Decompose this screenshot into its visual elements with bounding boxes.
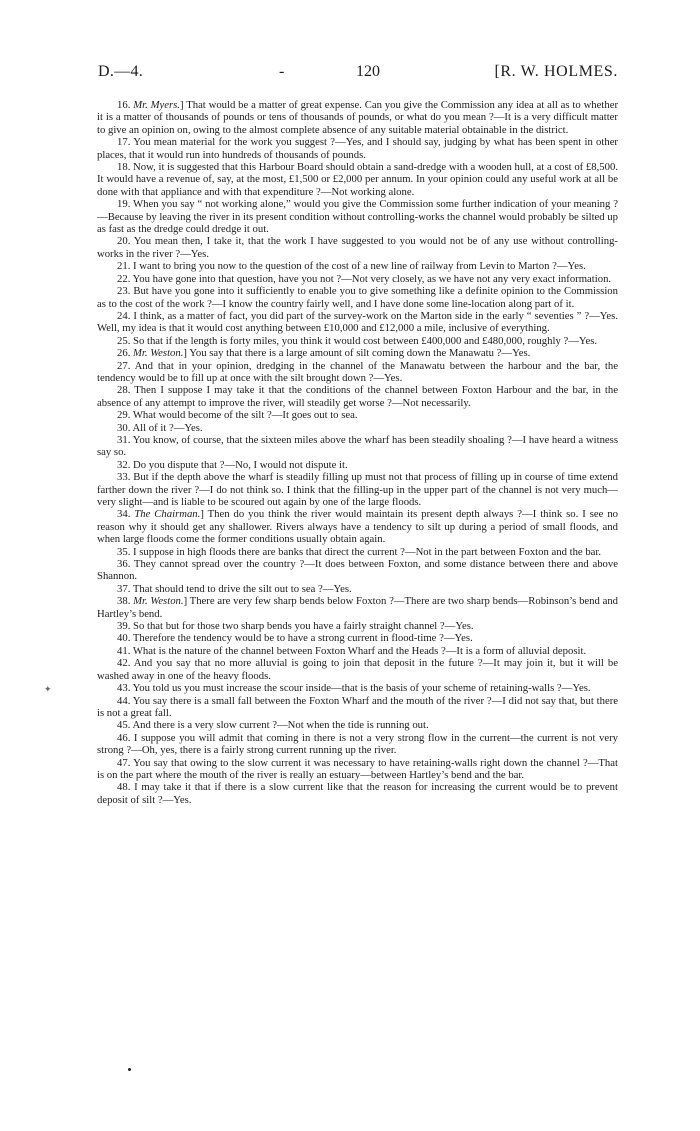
margin-mark: ✦ bbox=[44, 684, 52, 694]
paragraph-text: 17. You mean material for the work you suggest ?—Yes, and I should say, judging by what has been spent in other places, that it would run into hundreds of thousands of pounds. bbox=[97, 136, 618, 161]
testimony-paragraph bbox=[97, 546, 618, 558]
testimony-paragraph bbox=[97, 757, 618, 782]
paragraph-text: 18. Now, it is suggested that this Harbour Board should obtain a sand-dredge with a wooden hull, at a cost of £8,500. It would have a revenue of, say, at the most, £1,500 or £2,000 per annum. In your opinion could any useful work at all be done with that appliance and with that expenditure ?—Not working alone. bbox=[97, 161, 618, 198]
testimony-paragraph bbox=[97, 459, 618, 471]
paragraph-text: 41. What is the nature of the channel between Foxton Wharf and the Heads ?—It is a form of alluvial deposit. bbox=[117, 644, 587, 657]
paragraph-text: 30. All of it ?—Yes. bbox=[117, 421, 203, 434]
testimony-paragraph bbox=[97, 471, 618, 508]
testimony-paragraph bbox=[97, 310, 618, 335]
paragraph-text: 39. So that but for those two sharp bends you have a fairly straight channel ?—Yes. bbox=[117, 620, 474, 633]
paragraph-text: Then do you think the river would maintain its present depth always ?—I think so. I see no reason why it should get any shallower. Rivers always have a tendency to silt up during a period of small floods, and when large floods come the former conditions usually obtain again. bbox=[97, 508, 619, 546]
testimony-paragraph bbox=[97, 632, 618, 644]
paragraph-text: 35. I suppose in high floods there are banks that direct the current ?—Not in the part between Foxton and the bar. bbox=[117, 545, 602, 558]
testimony-paragraph bbox=[97, 285, 618, 310]
document-reference: D.—4. bbox=[98, 63, 144, 80]
paragraph-text: 32. Do you dispute that ?—No, I would not dispute it. bbox=[117, 458, 348, 471]
testimony-paragraph bbox=[97, 719, 618, 731]
testimony-paragraph bbox=[97, 347, 618, 359]
testimony-paragraph bbox=[97, 682, 618, 694]
testimony-paragraph bbox=[97, 136, 618, 161]
testimony-paragraph bbox=[97, 508, 618, 545]
testimony-paragraph bbox=[97, 732, 618, 757]
testimony-paragraph bbox=[97, 99, 618, 136]
paragraph-text: 25. So that if the length is forty miles, you think it would cost between £400,000 and £480,000, roughly ?—Yes. bbox=[117, 334, 598, 347]
paragraph-text: 33. But if the depth above the wharf is steadily filling up must not that process of filling up in course of time extend farther down the river ?—I do not think so. I think that the filling-up in the upper part of the channel is not very much—very slight—and is liable to be scoured out again by one of the large floods. bbox=[97, 471, 618, 508]
paragraph-text: 23. But have you gone into it sufficiently to enable you to give something like a definite opinion to the Commission as to the cost of the work ?—I know the country fairly well, and I have done some line-location along part of it. bbox=[97, 285, 618, 310]
header-dash: - bbox=[279, 63, 285, 80]
paragraph-text: 21. I want to bring you now to the question of the cost of a new line of railway from Levin to Marton ?—Yes. bbox=[117, 260, 586, 273]
testimony-paragraph bbox=[97, 595, 618, 620]
testimony-paragraph bbox=[97, 422, 618, 434]
paragraph-text: 27. And that in your opinion, dredging in the channel of the Manawatu between the harbour and the bar, the tendency would be to fill up at once with the silt brought down ?—Yes. bbox=[97, 359, 618, 384]
testimony-paragraph bbox=[97, 781, 618, 806]
ink-dot bbox=[128, 1068, 131, 1071]
testimony-paragraph bbox=[97, 235, 618, 260]
speaker-label: 26. Mr. Weston.] bbox=[117, 347, 187, 360]
paragraph-text: 36. They cannot spread over the country ?—It does between Foxton, and some distance between there and above Shannon. bbox=[97, 558, 618, 583]
testimony-paragraph bbox=[97, 657, 618, 682]
paragraph-text: 19. When you say “ not working alone,” would you give the Commission some further indication of your meaning ?—Because by leaving the river in its present condition without controlling-works the channel would probably be silted up as fast as the dredge could dredge it out. bbox=[97, 198, 618, 236]
paragraph-text: 37. That should tend to drive the silt out to sea ?—Yes. bbox=[117, 582, 352, 595]
paragraph-text: 46. I suppose you will admit that coming in there is not a very strong flow in the current—the current is not very strong ?—Oh, yes, there is a fairly strong current running up the river. bbox=[97, 731, 618, 757]
testimony-paragraph bbox=[97, 620, 618, 632]
testimony-text bbox=[97, 99, 618, 806]
paragraph-text: That would be a matter of great expense. Can you give the Commission any idea at all as to whether it is a matter of thousands of pounds or tens of thousands of pounds, or what do you mean ?—It is a very difficult matter to give an opinion on, owing to the almost complete absence of any suitable material obtainable in the district. bbox=[97, 99, 618, 136]
testimony-paragraph bbox=[97, 583, 618, 595]
testimony-paragraph bbox=[97, 409, 618, 421]
speaker-label: 16. Mr. Myers.] bbox=[117, 99, 184, 111]
witness-name: [R. W. HOLMES. bbox=[494, 63, 618, 80]
testimony-paragraph bbox=[97, 273, 618, 285]
paragraph-text: 47. You say that owing to the slow current it was necessary to have retaining-walls right down the channel ?—That is on the part where the mouth of the river is really an estuary—between Hartley’s bend and the bar. bbox=[97, 756, 618, 781]
testimony-paragraph bbox=[97, 384, 618, 409]
page-header bbox=[98, 63, 618, 83]
testimony-paragraph bbox=[97, 695, 618, 720]
testimony-paragraph bbox=[97, 198, 618, 235]
testimony-paragraph bbox=[97, 434, 618, 459]
testimony-paragraph bbox=[97, 260, 618, 272]
testimony-paragraph bbox=[97, 558, 618, 583]
paragraph-text: 43. You told us you must increase the scour inside—that is the basis of your scheme of retaining-walls ?—Yes. bbox=[117, 682, 591, 695]
paragraph-text: 22. You have gone into that question, have you not ?—Not very closely, as we have not any very exact information. bbox=[117, 272, 612, 285]
testimony-paragraph bbox=[97, 335, 618, 347]
paragraph-text: There are very few sharp bends below Foxton ?—There are two sharp bends—Robinson’s bend and Hartley’s bend. bbox=[97, 595, 619, 620]
paragraph-text: 48. I may take it that if there is a slow current like that the reason for increasing the current would be to prevent deposit of silt ?—Yes. bbox=[97, 781, 618, 806]
testimony-paragraph bbox=[97, 645, 618, 657]
testimony-paragraph bbox=[97, 161, 618, 198]
paragraph-text: You say that there is a large amount of silt coming down the Manawatu ?—Yes. bbox=[186, 347, 531, 360]
speaker-label: 34. The Chairman.] bbox=[117, 508, 204, 521]
paragraph-text: 44. You say there is a small fall between the Foxton Wharf and the mouth of the river ?—I did not say that, but there is not a great fall. bbox=[97, 694, 618, 719]
paragraph-text: 42. And you say that no more alluvial is going to join that deposit in the future ?—It may join it, but it will be washed away in one of the heavy floods. bbox=[97, 657, 618, 682]
page-number: 120 bbox=[356, 63, 380, 80]
paragraph-text: 20. You mean then, I take it, that the work I have suggested to you would not be of any use without controlling-works in the river ?—Yes. bbox=[97, 235, 618, 260]
paragraph-text: 40. Therefore the tendency would be to have a strong current in flood-time ?—Yes. bbox=[117, 632, 473, 645]
paragraph-text: 28. Then I suppose I may take it that the conditions of the channel between Foxton Harbour and the bar, in the absence of any attempt to improve the river, will steadily get worse ?—Not necessarily. bbox=[97, 384, 618, 409]
paragraph-text: 31. You know, of course, that the sixteen miles above the wharf has been steadily shoaling ?—I have heard a witness say so. bbox=[97, 433, 618, 459]
paragraph-text: 29. What would become of the silt ?—It goes out to sea. bbox=[117, 409, 358, 422]
paragraph-text: 45. And there is a very slow current ?—Not when the tide is running out. bbox=[117, 719, 429, 732]
testimony-paragraph bbox=[97, 360, 618, 385]
speaker-label: 38. Mr. Weston.] bbox=[117, 595, 188, 608]
paragraph-text: 24. I think, as a matter of fact, you did part of the survey-work on the Marton side in the early “ seventies ” ?—Yes. Well, my idea is that it would cost anything between £10,000 and £12,000 a mile, inclusive of everything. bbox=[97, 309, 618, 335]
